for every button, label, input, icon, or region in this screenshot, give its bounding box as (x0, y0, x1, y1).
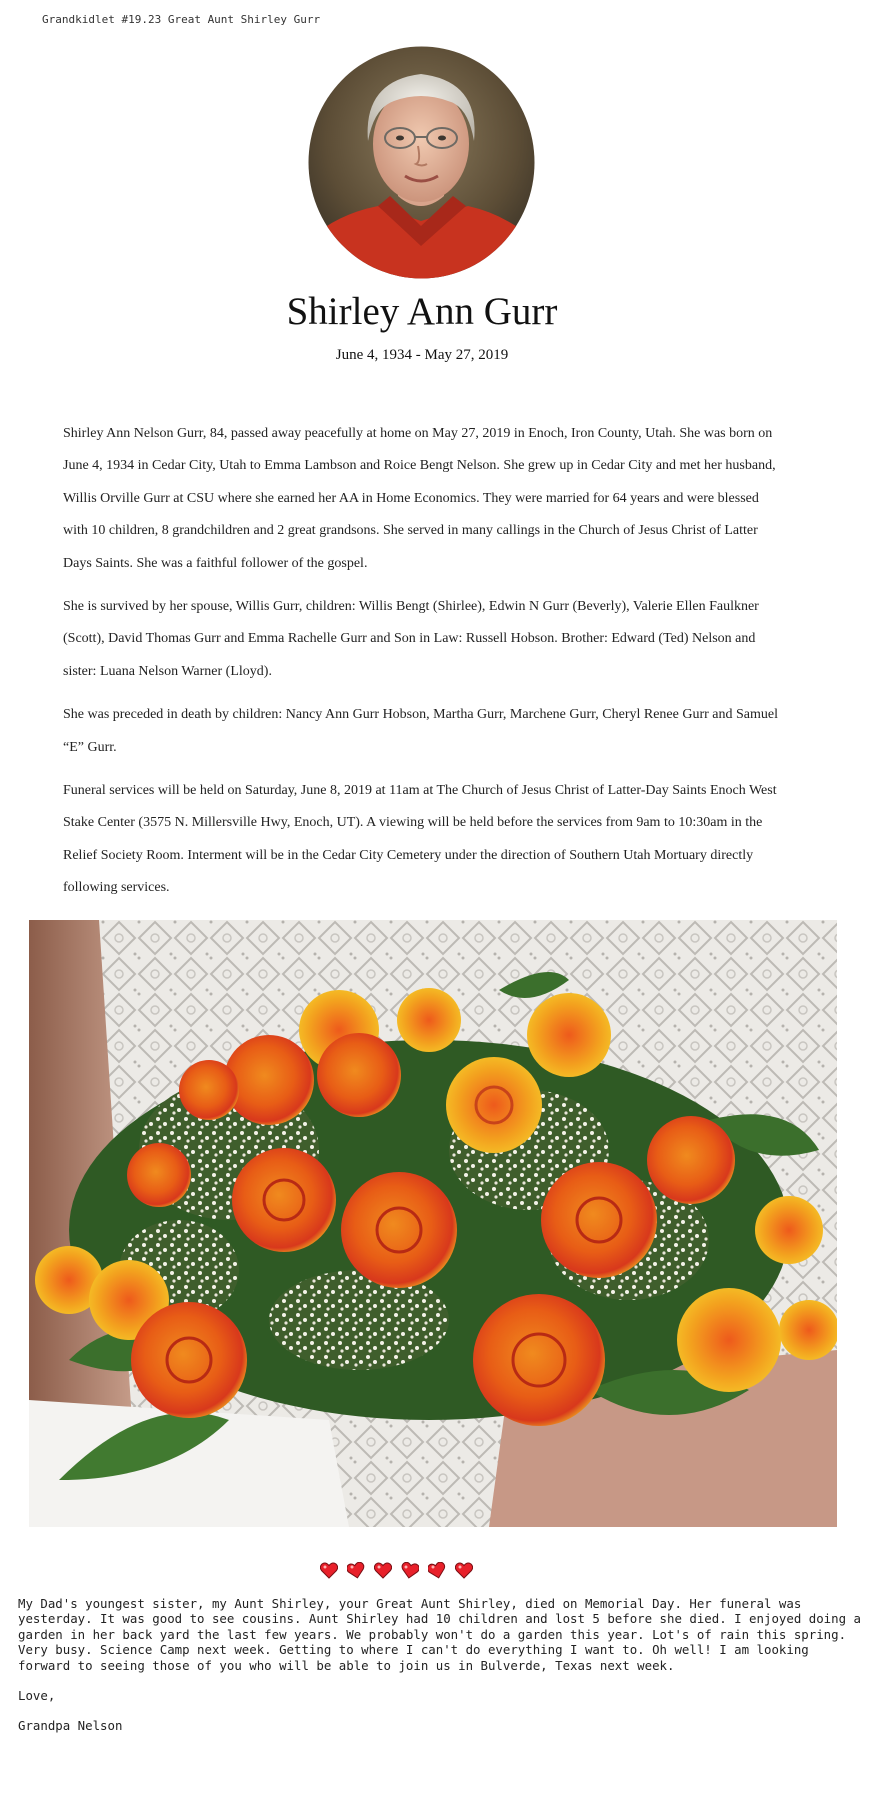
memorial-name: Shirley Ann Gurr (286, 290, 558, 333)
heart-icon (455, 1562, 473, 1579)
portrait-image (308, 46, 535, 279)
hearts-row (320, 1562, 473, 1582)
rose-bouquet-photo (29, 920, 837, 1527)
letter-text (18, 1596, 868, 1749)
obituary-paragraph: She is survived by her spouse, Willis Gurr, children: Willis Bengt (Shirlee), Edwin N Gurr (Beverly), Valerie Ellen Faulkner (Scott), David Thomas Gurr and Emma Rachelle Gurr and Son in Law: Russell Hobson. Brother: Edward (Ted) Nelson and sister: Luana Nelson Warner (Lloyd). (63, 599, 759, 679)
obituary-paragraph: Shirley Ann Nelson Gurr, 84, passed away peacefully at home on May 27, 2019 in Enoch, Iron County, Utah. She was born on June 4, 1934 in Cedar City, Utah to Emma Lambson and Roice Bengt Nelson. She grew up in Cedar City and met her husband, Willis Orville Gurr at CSU where she earned her AA in Home Economics. They were married for 64 years and were blessed with 10 children, 8 grandchildren and 2 great grandsons. She served in many callings in the Church of Jesus Christ of Latter Days Saints. She was a faithful follower of the gospel. (63, 426, 776, 571)
heart-icon (401, 1562, 419, 1579)
obituary-paragraph: Funeral services will be held on Saturday, June 8, 2019 at 11am at The Church of Jesus Christ of Latter-Day Saints Enoch West Stake Center (3575 N. Millersville Hwy, Enoch, UT). A viewing will be held before the services from 9am to 10:30am in the Relief Society Room. Interment will be in the Cedar City Cemetery under the direction of Southern Utah Mortuary directly following services. (63, 783, 777, 896)
heart-icon (347, 1562, 365, 1579)
flowers-image (29, 920, 837, 1527)
page-header-title: Grandkidlet #19.23 Great Aunt Shirley Gurr (42, 13, 321, 26)
letter-closing: Love, (18, 1688, 56, 1704)
heart-icon (374, 1562, 392, 1579)
memorial-dates: June 4, 1934 - May 27, 2019 (335, 347, 509, 363)
portrait-photo (308, 46, 535, 279)
letter-body: My Dad's youngest sister, my Aunt Shirley, your Great Aunt Shirley, died on Memorial Day. Her funeral was yesterday. It was good to see cousins. Aunt Shirley had 10 children and lost 5 before she died. I enjoyed doing a garden in her back yard the last few years. We probably won't do a garden this year. Lot's of rain this spring. Very busy. Science Camp next week. Getting to where I can't do everything I want to. Oh well! I am looking forward to seeing those of you who will be able to join us in Bulverde, Texas next week. (18, 1596, 861, 1673)
letter-signature: Grandpa Nelson (18, 1718, 123, 1734)
heart-icon (320, 1562, 338, 1579)
obituary-text (63, 418, 783, 916)
heart-icon (428, 1562, 446, 1579)
obituary-paragraph: She was preceded in death by children: Nancy Ann Gurr Hobson, Martha Gurr, Marchene Gurr, Cheryl Renee Gurr and Samuel “E” Gurr. (63, 707, 778, 755)
